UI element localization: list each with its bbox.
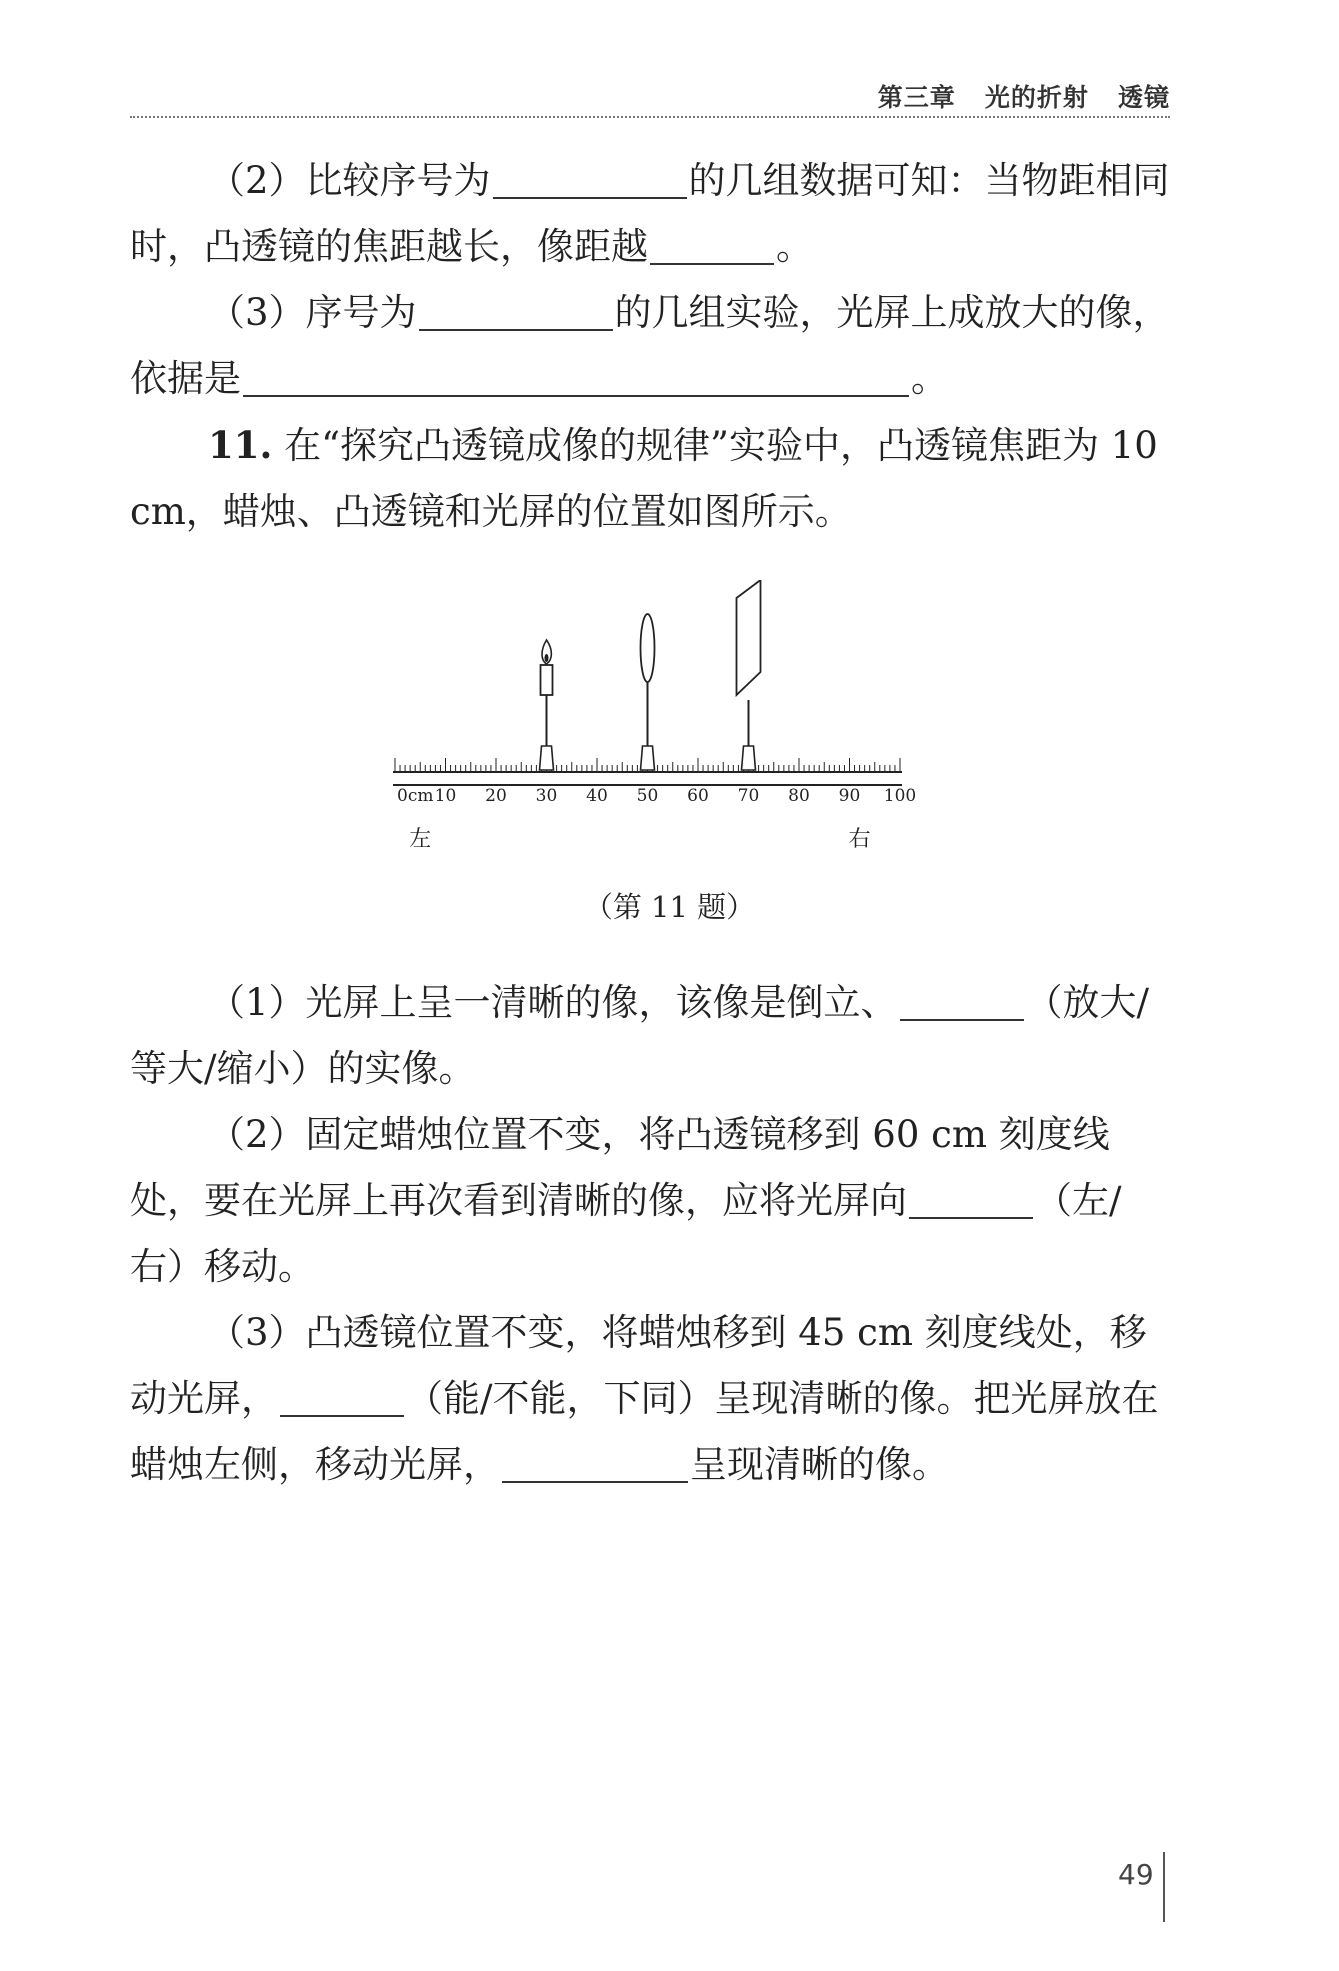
answer-blank[interactable] bbox=[650, 223, 774, 265]
page-header bbox=[130, 76, 1170, 118]
answer-blank[interactable] bbox=[280, 1375, 404, 1417]
ruler-label: 50 bbox=[636, 786, 659, 806]
screen-stand-base bbox=[742, 746, 756, 770]
candle-wick bbox=[545, 654, 549, 662]
q10-part2-text-a: （2）比较序号为 bbox=[208, 159, 491, 202]
candle-body bbox=[541, 665, 553, 695]
page-number: 49 bbox=[1118, 1858, 1154, 1891]
ruler-label: 10 bbox=[434, 786, 457, 806]
answer-blank[interactable] bbox=[900, 979, 1024, 1021]
ruler-label: 60 bbox=[687, 786, 709, 806]
q10-part3-text-a: （3）序号为 bbox=[208, 291, 417, 334]
convex-lens bbox=[641, 614, 655, 682]
answer-blank[interactable] bbox=[502, 1441, 688, 1483]
q11-part1-text-a: （1）光屏上呈一清晰的像，该像是倒立、 bbox=[208, 981, 898, 1024]
left-label: 左 bbox=[409, 827, 432, 852]
q11-part1-text-b: （放大/等大/缩小）的实像。 bbox=[130, 981, 1150, 1090]
q11-number: 11. bbox=[208, 423, 273, 467]
q11-part3-text-b: （能/不能，下同）呈现清晰的像。把光屏放在蜡烛左侧，移动光屏， bbox=[130, 1377, 1159, 1486]
answer-blank[interactable] bbox=[243, 355, 909, 397]
ruler-label: 70 bbox=[737, 786, 760, 806]
q11-part2-text-b: （左/右）移动。 bbox=[130, 1179, 1122, 1288]
ruler-label: 90 bbox=[838, 786, 861, 806]
ruler-label: 100 bbox=[883, 786, 917, 806]
lens-stand-base bbox=[641, 746, 655, 770]
ruler-label: 30 bbox=[535, 786, 558, 806]
page-margin-rule bbox=[1163, 1852, 1165, 1922]
q10-part3 bbox=[130, 280, 1170, 412]
ruler-label: 80 bbox=[788, 786, 810, 806]
candle-stand-base bbox=[540, 746, 554, 770]
answer-blank[interactable] bbox=[419, 289, 613, 331]
q10-part2-text-b: 的几组数据可知：当物距相同时，凸透镜的焦距越长，像距越 bbox=[130, 159, 1170, 268]
ruler-label: 0cm bbox=[397, 786, 434, 806]
q10-part2-end: 。 bbox=[776, 225, 813, 268]
q11-part3-text-c: 呈现清晰的像。 bbox=[690, 1443, 949, 1486]
answer-blank[interactable] bbox=[493, 157, 687, 199]
q10-part2 bbox=[130, 148, 1170, 280]
answer-blank[interactable] bbox=[909, 1177, 1033, 1219]
optical-bench-figure bbox=[380, 580, 920, 880]
q11-part3 bbox=[130, 1300, 1170, 1498]
right-label: 右 bbox=[848, 827, 871, 852]
q11-stem bbox=[130, 412, 1170, 545]
q10-part3-end: 。 bbox=[911, 357, 948, 400]
q11-part3-text-a: （3）凸透镜位置不变，将蜡烛移到 45 cm 刻度线处，移动光屏， bbox=[130, 1311, 1147, 1420]
q11-stem-text: 在“探究凸透镜成像的规律”实验中，凸透镜焦距为 10 cm，蜡烛、凸透镜和光屏的位置如图所示。 bbox=[130, 424, 1158, 533]
q11-part2-text-a: （2）固定蜡烛位置不变，将凸透镜移到 60 cm 刻度线处，要在光屏上再次看到清晰的像，应将光屏向 bbox=[130, 1113, 1110, 1222]
ruler-label: 20 bbox=[485, 786, 507, 806]
figure-caption: （第 11 题） bbox=[583, 890, 756, 924]
q11-part2 bbox=[130, 1102, 1170, 1300]
light-screen bbox=[737, 580, 761, 695]
chapter-title: 第三章 光的折射 透镜 bbox=[877, 83, 1170, 112]
q10-part3-text-b: 的几组实验，光屏上成放大的像，依据是 bbox=[130, 291, 1170, 400]
ruler-label: 40 bbox=[586, 786, 608, 806]
q11-part1 bbox=[130, 970, 1170, 1102]
